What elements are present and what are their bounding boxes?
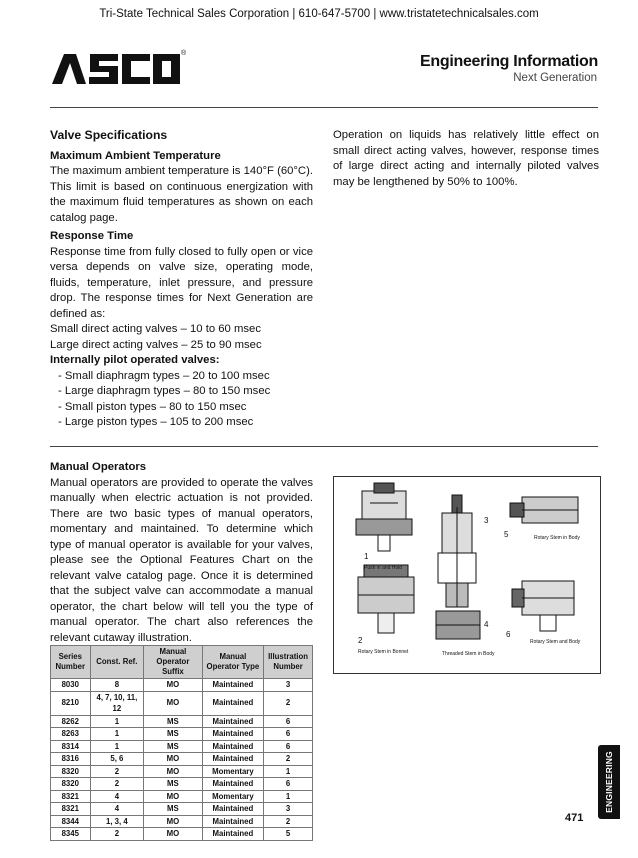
table-cell: Maintained <box>202 753 264 766</box>
table-cell: 2 <box>90 778 144 791</box>
table-cell: 4 <box>90 803 144 816</box>
table-cell: 8321 <box>51 790 91 803</box>
illus-caption: Threaded Stem in Body <box>442 651 495 657</box>
registered-mark: ® <box>181 50 187 57</box>
table-row <box>51 728 313 741</box>
table-cell: MO <box>144 790 202 803</box>
pilot-heading: Internally pilot operated valves: <box>50 354 220 366</box>
table-cell: MS <box>144 778 202 791</box>
valve-cutaways-drawing <box>334 477 600 673</box>
table-row <box>51 815 313 828</box>
distributor-line: Tri-State Technical Sales Corporation | 610-647-5700 | www.tristatetechnicalsales.com <box>99 8 539 20</box>
table-cell: Maintained <box>202 803 264 816</box>
table-row <box>51 778 313 791</box>
table-row <box>51 740 313 753</box>
valve-specs-heading: Valve Specifications <box>50 128 168 142</box>
table-cell: 2 <box>264 691 313 715</box>
table-cell: 2 <box>264 815 313 828</box>
section-tab <box>598 745 620 819</box>
table-cell: Maintained <box>202 728 264 741</box>
table-cell: Momentary <box>202 790 264 803</box>
liquids-note: Operation on liquids has relatively little effect on small direct acting valves, however, response times of large direct acting and internally piloted valves may be lengthened by 50% to 100%. <box>333 129 599 188</box>
manual-operators-section <box>50 460 313 646</box>
ambient-heading: Maximum Ambient Temperature <box>50 149 221 162</box>
valve-specs-section <box>50 128 313 431</box>
response-heading: Response Time <box>50 230 134 242</box>
small-direct-line: Small direct acting valves – 10 to 60 msec <box>50 323 261 335</box>
table-cell: 6 <box>264 728 313 741</box>
table-cell: 4, 7, 10, 11, 12 <box>90 691 144 715</box>
table-cell: 6 <box>264 740 313 753</box>
table-cell: 1 <box>90 728 144 741</box>
table-cell: MO <box>144 815 202 828</box>
table-cell: 8316 <box>51 753 91 766</box>
table-cell: 3 <box>264 803 313 816</box>
table-row <box>51 679 313 692</box>
table-cell: 8344 <box>51 815 91 828</box>
table-cell: 8 <box>90 679 144 692</box>
table-cell: 8320 <box>51 765 91 778</box>
table-cell: 6 <box>264 715 313 728</box>
table-cell: Maintained <box>202 679 264 692</box>
illus-caption: Rotary Stem and Body <box>530 639 581 645</box>
table-cell: 5 <box>264 828 313 841</box>
table-cell: Maintained <box>202 691 264 715</box>
table-cell: 8314 <box>51 740 91 753</box>
table-cell: 2 <box>90 828 144 841</box>
pilot-item: - Small diaphragm types – 20 to 100 msec <box>58 369 270 382</box>
table-cell: Maintained <box>202 828 264 841</box>
pilot-item: - Large diaphragm types – 80 to 150 msec <box>58 385 271 397</box>
table-cell: MS <box>144 803 202 816</box>
col-header: Illustration Number <box>264 646 313 679</box>
page-title: Engineering Information <box>420 53 598 70</box>
header-divider <box>50 107 598 108</box>
manual-operator-table <box>50 645 313 841</box>
table-cell: 8320 <box>51 778 91 791</box>
table-cell: 8263 <box>51 728 91 741</box>
table-cell: MS <box>144 740 202 753</box>
table-row <box>51 828 313 841</box>
table-cell: 6 <box>264 778 313 791</box>
table-row <box>51 803 313 816</box>
illus-label: 6 <box>506 630 511 639</box>
table-cell: 8210 <box>51 691 91 715</box>
table-cell: MO <box>144 679 202 692</box>
illus-label: 4 <box>484 620 489 629</box>
illus-label: 2 <box>358 636 363 645</box>
table-row <box>51 691 313 715</box>
table-cell: 8321 <box>51 803 91 816</box>
table-row <box>51 715 313 728</box>
table-cell: 1 <box>264 765 313 778</box>
illus-caption: Rotary Stem in Bonnet <box>358 649 409 655</box>
page-subtitle: Next Generation <box>513 72 597 84</box>
table-row <box>51 790 313 803</box>
manual-operators-heading: Manual Operators <box>50 461 147 473</box>
table-cell: 8345 <box>51 828 91 841</box>
col-header: Manual Operator Suffix <box>144 646 202 679</box>
table-cell: MO <box>144 828 202 841</box>
section-divider <box>50 446 598 447</box>
table-cell: 2 <box>90 765 144 778</box>
table-cell: 8262 <box>51 715 91 728</box>
page-number: 471 <box>565 812 584 824</box>
cutaway-illustration <box>333 476 601 674</box>
table-cell: 5, 6 <box>90 753 144 766</box>
col-header: Series Number <box>51 646 91 679</box>
table-cell: 1 <box>90 715 144 728</box>
pilot-item: - Small piston types – 80 to 150 msec <box>58 400 247 413</box>
table-row <box>51 765 313 778</box>
table-row <box>51 753 313 766</box>
pilot-item: - Large piston types – 105 to 200 msec <box>58 416 254 428</box>
section-tab-label: ENGINEERING <box>604 751 614 813</box>
table-cell: 2 <box>264 753 313 766</box>
table-cell: Maintained <box>202 778 264 791</box>
table-cell: 4 <box>90 790 144 803</box>
table-cell: MO <box>144 765 202 778</box>
table-header-row <box>51 646 313 679</box>
manual-operators-text: Manual operators are provided to operate the valves manually when electric actuation is not provided. There are two basic types of manual operators, momentary and maintained. To determine which type of manual operator is available for your valves, please see the Optional Features Chart on the relevant valve catalog page. Once it is determined that the subject valve can accommodate a manual operator, the chart below will tell you the type of manual operator. The chart also references the relevant cutaway illustration. <box>50 476 313 644</box>
table-cell: Momentary <box>202 765 264 778</box>
table-cell: 3 <box>264 679 313 692</box>
illus-label: 3 <box>484 516 489 525</box>
table-cell: MS <box>144 728 202 741</box>
illus-caption: Rotary Stem in Body <box>534 535 580 541</box>
table-cell: 1, 3, 4 <box>90 815 144 828</box>
table-cell: Maintained <box>202 740 264 753</box>
table-cell: 8030 <box>51 679 91 692</box>
asco-logo <box>50 52 180 86</box>
table-cell: MO <box>144 691 202 715</box>
table-cell: 1 <box>90 740 144 753</box>
response-text: Response time from fully closed to fully open or vice versa depends on valve size, operating mode, fluids, temperature, inlet pressure, and pressure drop. The response times for Next Generation are defined as: <box>50 245 313 320</box>
illus-label: 5 <box>504 530 509 539</box>
large-direct-line: Large direct acting valves – 25 to 90 msec <box>50 338 262 351</box>
col-header: Const. Ref. <box>90 646 144 679</box>
illus-label: 1 <box>364 552 369 561</box>
table-cell: Maintained <box>202 715 264 728</box>
table-cell: MO <box>144 753 202 766</box>
col-header: Manual Operator Type <box>202 646 264 679</box>
table-cell: 1 <box>264 790 313 803</box>
table-cell: MS <box>144 715 202 728</box>
illus-caption: Push in and Hold <box>364 565 403 571</box>
ambient-text: The maximum ambient temperature is 140°F (60°C). This limit is based on continuous energization with the maximum fluid temperatures as shown on each catalog page. <box>50 165 313 224</box>
table-cell: Maintained <box>202 815 264 828</box>
